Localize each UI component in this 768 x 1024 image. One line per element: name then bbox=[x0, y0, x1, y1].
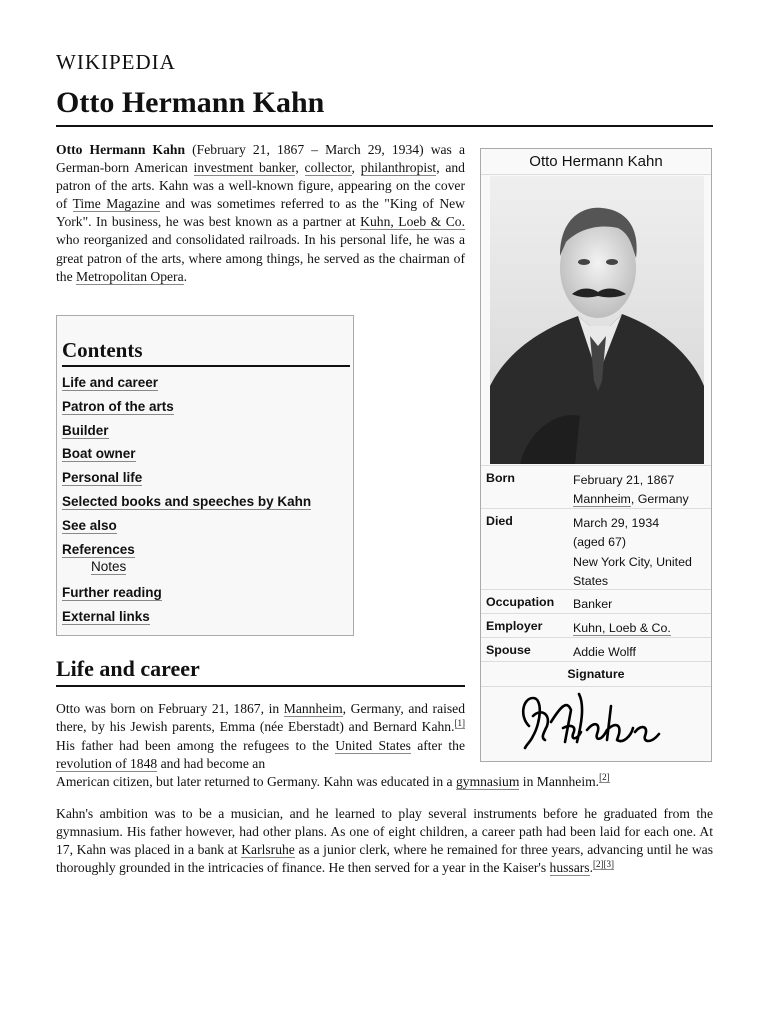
portrait-photo[interactable] bbox=[490, 176, 704, 464]
toc-item-life-and-career[interactable] bbox=[62, 371, 348, 395]
link-united-states[interactable]: United States bbox=[335, 737, 411, 753]
toc-item-boat-owner[interactable] bbox=[62, 442, 348, 466]
infobox bbox=[480, 148, 712, 762]
portrait-image bbox=[490, 176, 704, 464]
link-revolution-1848[interactable]: revolution of 1848 bbox=[56, 755, 158, 771]
page-title: Otto Hermann Kahn bbox=[56, 86, 325, 119]
toc-item-label[interactable]: See also bbox=[62, 517, 117, 533]
toc-item-label[interactable]: References bbox=[62, 541, 135, 557]
toc-list bbox=[62, 371, 348, 629]
born-date: February 21, 1867 bbox=[573, 473, 675, 487]
infobox-row-occupation bbox=[481, 589, 711, 614]
toc-item-label[interactable]: Patron of the arts bbox=[62, 398, 174, 414]
citation-label[interactable]: [3] bbox=[603, 858, 614, 869]
died-value bbox=[573, 514, 709, 591]
body-text: Otto was born on February 21, 1867, in bbox=[56, 701, 284, 716]
citation-2[interactable] bbox=[599, 772, 610, 783]
toc-item-label[interactable]: Notes bbox=[91, 559, 127, 575]
section-heading-life-and-career: Life and career bbox=[56, 656, 200, 681]
infobox-row-spouse bbox=[481, 637, 711, 662]
toc-item-label[interactable]: Life and career bbox=[62, 375, 159, 390]
citation-label[interactable]: [2] bbox=[599, 772, 610, 783]
body-text: American citizen, but later returned to Germany. Kahn was educated in a bbox=[56, 774, 456, 789]
link-karlsruhe[interactable]: Karlsruhe bbox=[241, 842, 295, 858]
link-mannheim[interactable]: Mannheim bbox=[283, 701, 343, 716]
life-paragraph-1 bbox=[56, 700, 465, 773]
occupation-value: Banker bbox=[573, 597, 613, 611]
signature-image[interactable] bbox=[511, 686, 681, 756]
died-place: New York City, United States bbox=[573, 554, 692, 588]
toc-item-builder[interactable] bbox=[62, 419, 348, 443]
life-paragraph-2 bbox=[56, 805, 713, 877]
toc-item-label[interactable]: Personal life bbox=[62, 470, 143, 486]
toc-item-label[interactable]: Boat owner bbox=[62, 446, 136, 462]
toc-item-label[interactable]: Selected books and speeches by Kahn bbox=[62, 493, 312, 509]
link-born-place[interactable]: Mannheim bbox=[573, 492, 631, 507]
born-label: Born bbox=[486, 471, 515, 485]
body-text: in Mannheim. bbox=[519, 774, 600, 789]
link-gymnasium[interactable]: gymnasium bbox=[455, 774, 520, 789]
intro-text: (February 21, 1867 – March 29, 1934) was a German-born American bbox=[56, 142, 465, 176]
intro-text: , and patron of the arts. Kahn was a well-known figure, appearing on the cover of bbox=[56, 160, 465, 212]
infobox-title: Otto Hermann Kahn bbox=[481, 149, 711, 175]
toc-title: Contents bbox=[62, 338, 350, 367]
link-collector[interactable]: collector bbox=[304, 160, 352, 176]
link-metropolitan-opera[interactable]: Metropolitan Opera bbox=[76, 268, 184, 284]
intro-text: , bbox=[351, 160, 361, 176]
body-text: and had become an bbox=[157, 755, 266, 771]
occupation-label: Occupation bbox=[486, 595, 555, 609]
intro-text: , bbox=[295, 160, 305, 176]
citation-label[interactable]: [1] bbox=[454, 717, 465, 728]
link-employer[interactable]: Kuhn, Loeb & Co. bbox=[573, 621, 671, 635]
signature-heading: Signature bbox=[481, 661, 711, 687]
toc-item-label[interactable]: Builder bbox=[62, 422, 109, 438]
intro-text: and was sometimes referred to as the "King of New York". In business, he was best known as a partner at bbox=[56, 196, 466, 230]
toc-item-patron-of-the-arts[interactable] bbox=[62, 395, 348, 419]
toc-item-label[interactable]: Further reading bbox=[62, 585, 162, 601]
employer-label: Employer bbox=[486, 619, 543, 633]
toc-item-selected-books[interactable] bbox=[62, 490, 348, 514]
link-investment-banker[interactable]: investment banker bbox=[193, 160, 296, 176]
life-paragraph-1-tail bbox=[56, 773, 713, 791]
signature-drawing bbox=[511, 686, 681, 756]
spouse-label: Spouse bbox=[486, 643, 531, 657]
body-text: Kahn's ambition was to be a musician, and he learned to play several instruments before he graduated from the gymnasium. His father however, had other plans. As one of eight children, a career path had been laid for each one. At 17, Kahn was placed in a bank at bbox=[56, 806, 713, 858]
born-value bbox=[573, 471, 709, 510]
infobox-row-died bbox=[481, 508, 711, 590]
toc-item-personal-life[interactable] bbox=[62, 466, 348, 490]
body-text: as a junior clerk, where he remained for three years, advancing until he was thoroughly grounded in the intricacies of finance. He then served for a year in the Kaiser's bbox=[56, 842, 714, 876]
intro-subject: Otto Hermann Kahn bbox=[56, 142, 186, 157]
died-label: Died bbox=[486, 514, 513, 528]
citation-1[interactable] bbox=[455, 718, 466, 729]
site-wordmark[interactable]: WIKIPEDIA bbox=[56, 50, 176, 74]
link-time-magazine[interactable]: Time Magazine bbox=[72, 196, 160, 212]
body-text: His father had been among the refugees to the bbox=[56, 737, 336, 753]
link-kuhn-loeb[interactable]: Kuhn, Loeb & Co. bbox=[360, 214, 465, 230]
toc-item-external-links[interactable] bbox=[62, 605, 348, 629]
employer-value bbox=[573, 619, 709, 638]
body-text: , Germany, and raised there, by his Jewish parents, Emma (née Eberstadt) and Bernard Kahn. bbox=[56, 701, 465, 735]
infobox-row-born bbox=[481, 465, 711, 509]
toc-item-further-reading[interactable] bbox=[62, 581, 348, 605]
citation-label[interactable]: [2] bbox=[592, 858, 604, 869]
toc-item-see-also[interactable] bbox=[62, 514, 348, 538]
died-age: (aged 67) bbox=[573, 535, 627, 550]
body-text: . bbox=[589, 860, 593, 876]
table-of-contents bbox=[56, 315, 354, 636]
intro-paragraph bbox=[56, 141, 465, 286]
body-text: after the bbox=[410, 737, 465, 753]
link-philanthropist[interactable]: philanthropist bbox=[360, 160, 437, 176]
toc-item-label[interactable]: External links bbox=[62, 609, 150, 625]
born-country: , Germany bbox=[630, 492, 689, 507]
died-date: March 29, 1934 bbox=[573, 516, 660, 530]
toc-subitem-notes[interactable] bbox=[62, 557, 348, 576]
infobox-row-employer bbox=[481, 613, 711, 638]
title-divider bbox=[56, 125, 713, 127]
citation-3[interactable] bbox=[603, 859, 614, 870]
intro-text: . bbox=[183, 268, 188, 284]
link-hussars[interactable]: hussars bbox=[549, 860, 590, 876]
section-divider bbox=[56, 685, 465, 687]
intro-text: who reorganized and consolidated railroads. In his personal life, he was a great patron of the arts, where among things, he served as the chairman of the bbox=[56, 232, 465, 284]
spouse-value: Addie Wolff bbox=[573, 645, 636, 659]
citation-2b[interactable] bbox=[593, 859, 604, 870]
